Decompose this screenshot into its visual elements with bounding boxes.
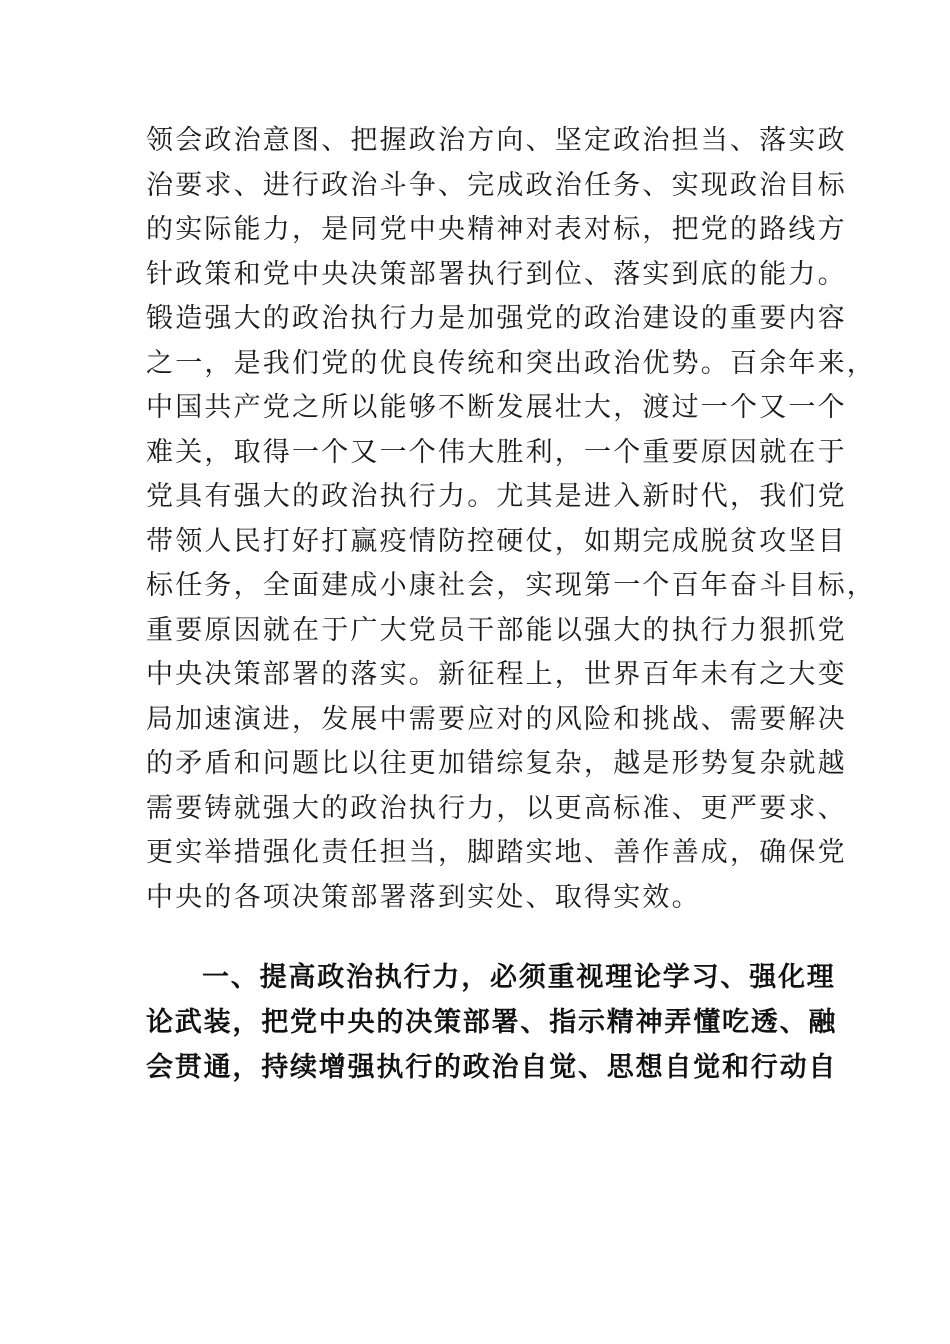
body-line: 重要原因就在于广大党员干部能以强大的执行力狠抓党 <box>146 614 847 646</box>
body-line: 带领人民打好打赢疫情防控硬仗，如期完成脱贫攻坚目 <box>146 525 847 557</box>
body-line: 需要铸就强大的政治执行力，以更高标准、更严要求、 <box>146 792 847 824</box>
body-line: 中国共产党之所以能够不断发展壮大，渡过一个又一个 <box>146 392 847 423</box>
section-heading <box>146 955 838 1090</box>
body-line: 更实举措强化责任担当，脚踏实地、善作善成，确保党 <box>146 837 847 868</box>
heading-line: 会贯通，持续增强执行的政治自觉、思想自觉和行动自 <box>146 1052 838 1083</box>
body-paragraph <box>146 119 876 920</box>
body-line: 的实际能力，是同党中央精神对表对标，把党的路线方 <box>146 214 847 245</box>
heading-line: 一、提高政治执行力，必须重视理论学习、强化理 <box>202 962 836 993</box>
body-line: 针政策和党中央决策部署执行到位、落实到底的能力。 <box>146 258 847 290</box>
body-line: 中央决策部署的落实。新征程上，世界百年未有之大变 <box>146 659 847 690</box>
body-line: 治要求、进行政治斗争、完成政治任务、实现政治目标 <box>146 169 847 201</box>
body-line: 标任务，全面建成小康社会，实现第一个百年奋斗目标， <box>146 570 876 601</box>
body-line: 中央的各项决策部署落到实处、取得实效。 <box>146 881 701 913</box>
body-line: 的矛盾和问题比以往更加错综复杂，越是形势复杂就越 <box>146 748 847 779</box>
body-line: 领会政治意图、把握政治方向、坚定政治担当、落实政 <box>146 125 847 156</box>
heading-line: 论武装，把党中央的决策部署、指示精神弄懂吃透、融 <box>146 1007 838 1038</box>
body-line: 锻造强大的政治执行力是加强党的政治建设的重要内容 <box>146 303 847 334</box>
body-line: 之一，是我们党的优良传统和突出政治优势。百余年来， <box>146 347 876 379</box>
body-line: 党具有强大的政治执行力。尤其是进入新时代，我们党 <box>146 481 847 512</box>
body-line: 局加速演进，发展中需要应对的风险和挑战、需要解决 <box>146 703 847 735</box>
body-line: 难关，取得一个又一个伟大胜利，一个重要原因就在于 <box>146 436 847 468</box>
